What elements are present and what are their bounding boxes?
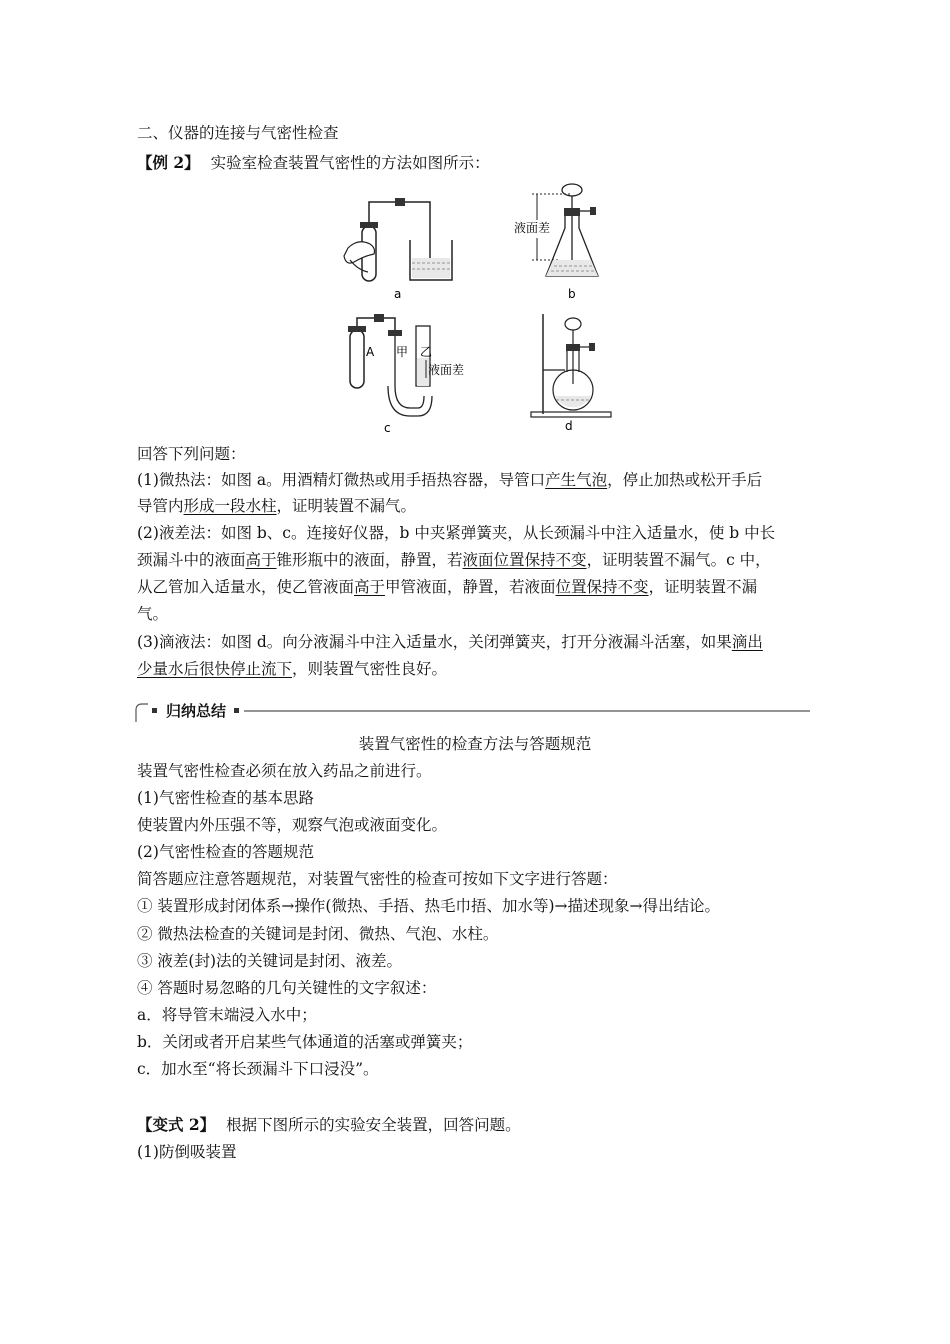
summary-line: 简答题应注意答题规范，对装置气密性的检查可按如下文字进行答题： bbox=[137, 870, 618, 888]
text-span: (3)滴液法：如图 d。向分液漏斗中注入适量水，关闭弹簧夹，打开分液漏斗活塞，如果 bbox=[137, 633, 732, 651]
text-span: 锥形瓶中的液面，静置，若 bbox=[276, 551, 463, 569]
example-text: 实验室检查装置气密性的方法如图所示： bbox=[210, 154, 490, 172]
summary-line: (1)气密性检查的基本思路 bbox=[137, 789, 314, 807]
figure-a-label: a bbox=[394, 287, 402, 301]
underlined-answer: 高于 bbox=[245, 551, 277, 569]
figure-c-level-label: 液面差 bbox=[428, 363, 465, 377]
figure-c-label-A: A bbox=[366, 345, 375, 359]
figure-a bbox=[340, 188, 480, 308]
figure-d-label: d bbox=[565, 419, 573, 432]
text-span: ，则装置气密性良好。 bbox=[292, 660, 448, 678]
variant-line bbox=[137, 1115, 521, 1135]
answer-p2-line1: (2)液差法：如图 b、c。连接好仪器，b 中夹紧弹簧夹，从长颈漏斗中注入适量水，使 b 中长 bbox=[137, 524, 776, 542]
figure-b bbox=[510, 180, 630, 305]
underlined-answer: 形成一段水柱 bbox=[183, 497, 277, 515]
underlined-answer: 液面位置保持不变 bbox=[462, 551, 587, 569]
underlined-answer: 位置保持不变 bbox=[555, 578, 649, 596]
example-label: 【例 2】 bbox=[137, 153, 200, 172]
text-span: ，证明装置不漏气。 bbox=[276, 497, 417, 515]
figure-b-level-label: 液面差 bbox=[514, 221, 551, 235]
summary-line: 装置气密性检查必须在放入药品之前进行。 bbox=[137, 762, 432, 780]
underlined-answer: 滴出 bbox=[731, 633, 763, 651]
summary-line: ③ 液差(封)法的关键词是封闭、液差。 bbox=[137, 952, 403, 970]
underlined-answer: 高于 bbox=[354, 578, 386, 596]
summary-line: ① 装置形成封闭体系→操作(微热、手捂、热毛巾捂、加水等)→描述现象→得出结论。 bbox=[137, 897, 720, 915]
text-span: ，停止加热或松开手后 bbox=[607, 471, 763, 489]
summary-banner bbox=[134, 700, 814, 724]
figure-c-label-yi: 乙 bbox=[420, 345, 433, 359]
example-line bbox=[137, 153, 490, 173]
figure-c-label-jia: 甲 bbox=[396, 345, 409, 359]
text-span: ，证明装置不漏 bbox=[648, 578, 758, 596]
section-heading: 二、仪器的连接与气密性检查 bbox=[137, 124, 339, 142]
summary-line: b．关闭或者开启某些气体通道的活塞或弹簧夹； bbox=[137, 1033, 473, 1051]
answer-p2-line2 bbox=[137, 550, 771, 570]
summary-line: ④ 答题时易忽略的几句关键性的文字叙述： bbox=[137, 979, 437, 997]
figure-d bbox=[525, 310, 625, 432]
answer-p2-line4: 气。 bbox=[137, 605, 169, 623]
text-span: ，证明装置不漏气。c 中， bbox=[586, 551, 771, 569]
answer-p1-line2 bbox=[137, 496, 416, 516]
summary-line: (2)气密性检查的答题规范 bbox=[137, 843, 314, 861]
text-span: 甲管液面，静置，若液面 bbox=[385, 578, 556, 596]
answer-p3-line1 bbox=[137, 632, 763, 652]
summary-line: ② 微热法检查的关键词是封闭、微热、气泡、水柱。 bbox=[137, 925, 499, 943]
figure-b-label: b bbox=[568, 287, 576, 301]
text-span: 从乙管加入适量水，使乙管液面 bbox=[137, 578, 355, 596]
underlined-answer: 产生气泡 bbox=[545, 471, 608, 489]
summary-line: 使装置内外压强不等，观察气泡或液面变化。 bbox=[137, 816, 448, 834]
summary-banner-text: 归纳总结 bbox=[166, 702, 227, 720]
summary-line: a．将导管末端浸入水中； bbox=[137, 1006, 317, 1024]
figure-c bbox=[340, 312, 480, 432]
summary-line: c．加水至“将长颈漏斗下口浸没”。 bbox=[137, 1060, 379, 1078]
variant-sub: (1)防倒吸装置 bbox=[137, 1143, 237, 1161]
answer-p2-line3 bbox=[137, 577, 757, 597]
answer-p1-line1 bbox=[137, 470, 762, 490]
variant-label: 【变式 2】 bbox=[137, 1115, 216, 1134]
answer-p3-line2 bbox=[137, 659, 447, 679]
summary-title: 装置气密性的检查方法与答题规范 bbox=[358, 735, 592, 753]
underlined-answer: 少量水后很快停止流下 bbox=[137, 660, 293, 678]
variant-text: 根据下图所示的实验安全装置，回答问题。 bbox=[226, 1116, 521, 1134]
figure-c-label: c bbox=[384, 421, 391, 432]
text-span: 颈漏斗中的液面 bbox=[137, 551, 246, 569]
text-span: 导管内 bbox=[137, 497, 184, 515]
text-span: (1)微热法：如图 a。用酒精灯微热或用手捂热容器，导管口 bbox=[137, 471, 546, 489]
answer-intro: 回答下列问题： bbox=[137, 445, 246, 463]
